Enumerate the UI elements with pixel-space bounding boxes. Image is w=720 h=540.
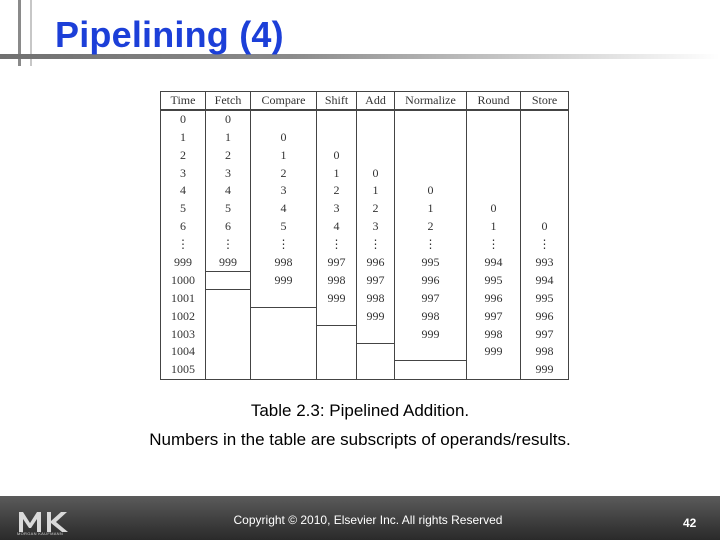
table-cell <box>317 129 357 147</box>
table-cell <box>206 361 251 380</box>
table-cell: 997 <box>395 290 467 308</box>
table-cell: 998 <box>357 290 395 308</box>
table-cell: 995 <box>521 290 569 308</box>
pipeline-table <box>160 91 569 380</box>
table-body <box>161 110 569 380</box>
table-cell: 0 <box>251 129 317 147</box>
table-caption-note: Numbers in the table are subscripts of operands/results. <box>149 430 571 449</box>
table-cell <box>206 290 251 308</box>
table-row <box>161 218 569 236</box>
table-cell: 5 <box>251 218 317 236</box>
table-cell <box>521 146 569 164</box>
table-cell: ⋮ <box>467 235 521 253</box>
table-cell <box>251 361 317 380</box>
table-cell: 999 <box>395 325 467 343</box>
table-cell: 0 <box>161 110 206 129</box>
table-cell: 996 <box>521 307 569 325</box>
table-cell: 1 <box>395 200 467 218</box>
table-row <box>161 343 569 361</box>
table-cell: 0 <box>357 164 395 182</box>
table-cell: 1003 <box>161 325 206 343</box>
table-cell <box>395 110 467 129</box>
table-cell <box>357 325 395 343</box>
table-cell: 1002 <box>161 307 206 325</box>
table-row <box>161 182 569 200</box>
table-cell: 4 <box>161 182 206 200</box>
table-cell <box>251 110 317 129</box>
table-cell: 998 <box>251 253 317 271</box>
table-cell <box>317 110 357 129</box>
table-cell: 1000 <box>161 272 206 290</box>
table-cell: 2 <box>206 146 251 164</box>
table-cell <box>467 146 521 164</box>
table-cell: 998 <box>395 307 467 325</box>
column-header: Compare <box>251 92 317 110</box>
table-cell: 1 <box>467 218 521 236</box>
table-cell <box>521 200 569 218</box>
table-row <box>161 272 569 290</box>
table-cell: 996 <box>467 290 521 308</box>
table-cell <box>357 343 395 361</box>
table-row <box>161 235 569 253</box>
table-cell: 0 <box>467 200 521 218</box>
table-cell: 999 <box>357 307 395 325</box>
table-cell: 995 <box>395 253 467 271</box>
table-cell <box>317 361 357 380</box>
table-cell: 998 <box>317 272 357 290</box>
table-row <box>161 129 569 147</box>
table-row <box>161 164 569 182</box>
slide-title: Pipelining (4) <box>55 14 284 55</box>
table-cell <box>395 361 467 380</box>
table-cell: 2 <box>161 146 206 164</box>
table-cell: 0 <box>521 218 569 236</box>
table-cell <box>317 343 357 361</box>
table-cell: 998 <box>521 343 569 361</box>
table-cell <box>357 146 395 164</box>
table-cell <box>357 361 395 380</box>
table-cell <box>357 129 395 147</box>
table-row <box>161 200 569 218</box>
table-cell: 999 <box>251 272 317 290</box>
table-cell: 3 <box>206 164 251 182</box>
table-cell: 994 <box>467 253 521 271</box>
table-row <box>161 307 569 325</box>
table-row <box>161 290 569 308</box>
column-header: Normalize <box>395 92 467 110</box>
table-cell: 3 <box>357 218 395 236</box>
table-cell: 994 <box>521 272 569 290</box>
table-row <box>161 325 569 343</box>
publisher-logo-subtext: MORGAN KAUFMANN <box>17 531 64 536</box>
table-cell: 1 <box>317 164 357 182</box>
table-cell: 993 <box>521 253 569 271</box>
table-row <box>161 253 569 271</box>
table-cell: 3 <box>161 164 206 182</box>
table-cell <box>206 272 251 290</box>
column-header: Shift <box>317 92 357 110</box>
table-cell: 997 <box>357 272 395 290</box>
table-cell <box>467 182 521 200</box>
table-cell: 999 <box>521 361 569 380</box>
table-cell <box>251 307 317 325</box>
table-cell <box>206 343 251 361</box>
table-cell: ⋮ <box>206 235 251 253</box>
table-cell <box>395 146 467 164</box>
table-cell: ⋮ <box>317 235 357 253</box>
table-row <box>161 146 569 164</box>
table-cell <box>206 307 251 325</box>
table-cell <box>521 164 569 182</box>
table-cell: 997 <box>317 253 357 271</box>
page-number: 42 <box>683 516 697 530</box>
table-cell: 999 <box>317 290 357 308</box>
column-header: Time <box>161 92 206 110</box>
table-cell <box>467 129 521 147</box>
table-cell: 4 <box>317 218 357 236</box>
table-cell: 1005 <box>161 361 206 380</box>
table-cell: ⋮ <box>521 235 569 253</box>
table-cell <box>395 164 467 182</box>
column-header: Round <box>467 92 521 110</box>
table-cell: 1 <box>206 129 251 147</box>
table-cell <box>395 343 467 361</box>
table-caption-title: Table 2.3: Pipelined Addition. <box>250 401 470 420</box>
table-cell: ⋮ <box>251 235 317 253</box>
pipeline-table-figure <box>160 91 568 380</box>
table-cell: ⋮ <box>161 235 206 253</box>
table-cell <box>467 110 521 129</box>
table-cell: 1004 <box>161 343 206 361</box>
table-cell: 999 <box>467 343 521 361</box>
table-cell <box>521 182 569 200</box>
table-cell: 3 <box>317 200 357 218</box>
table-cell: ⋮ <box>357 235 395 253</box>
table-cell: 0 <box>395 182 467 200</box>
table-cell: 1 <box>251 146 317 164</box>
table-cell: 1 <box>357 182 395 200</box>
table-cell: 998 <box>467 325 521 343</box>
table-row <box>161 110 569 129</box>
table-cell: 997 <box>521 325 569 343</box>
table-cell <box>251 290 317 308</box>
table-cell: 2 <box>317 182 357 200</box>
table-cell: 2 <box>395 218 467 236</box>
table-cell: 6 <box>161 218 206 236</box>
table-cell: 4 <box>251 200 317 218</box>
table-cell: 0 <box>317 146 357 164</box>
table-cell: 2 <box>251 164 317 182</box>
table-cell: 2 <box>357 200 395 218</box>
table-cell: 997 <box>467 307 521 325</box>
table-cell <box>521 129 569 147</box>
column-header: Store <box>521 92 569 110</box>
table-cell <box>521 110 569 129</box>
table-cell <box>317 307 357 325</box>
table-cell: 4 <box>206 182 251 200</box>
table-cell: 0 <box>206 110 251 129</box>
table-cell: 996 <box>395 272 467 290</box>
table-cell: 999 <box>161 253 206 271</box>
table-cell <box>317 325 357 343</box>
table-cell: ⋮ <box>395 235 467 253</box>
table-cell: 1001 <box>161 290 206 308</box>
table-cell: 5 <box>161 200 206 218</box>
table-cell <box>251 325 317 343</box>
table-cell <box>395 129 467 147</box>
column-header: Fetch <box>206 92 251 110</box>
table-cell: 1 <box>161 129 206 147</box>
table-row <box>161 361 569 380</box>
table-cell <box>251 343 317 361</box>
table-cell <box>467 164 521 182</box>
table-header-row <box>161 92 569 110</box>
copyright-notice: Copyright © 2010, Elsevier Inc. All rights Reserved <box>233 513 503 527</box>
table-cell <box>206 325 251 343</box>
table-cell: 999 <box>206 253 251 271</box>
table-cell: 995 <box>467 272 521 290</box>
table-cell <box>467 361 521 380</box>
column-header: Add <box>357 92 395 110</box>
table-cell: 996 <box>357 253 395 271</box>
table-cell: 5 <box>206 200 251 218</box>
table-cell: 6 <box>206 218 251 236</box>
table-cell: 3 <box>251 182 317 200</box>
table-cell <box>357 110 395 129</box>
